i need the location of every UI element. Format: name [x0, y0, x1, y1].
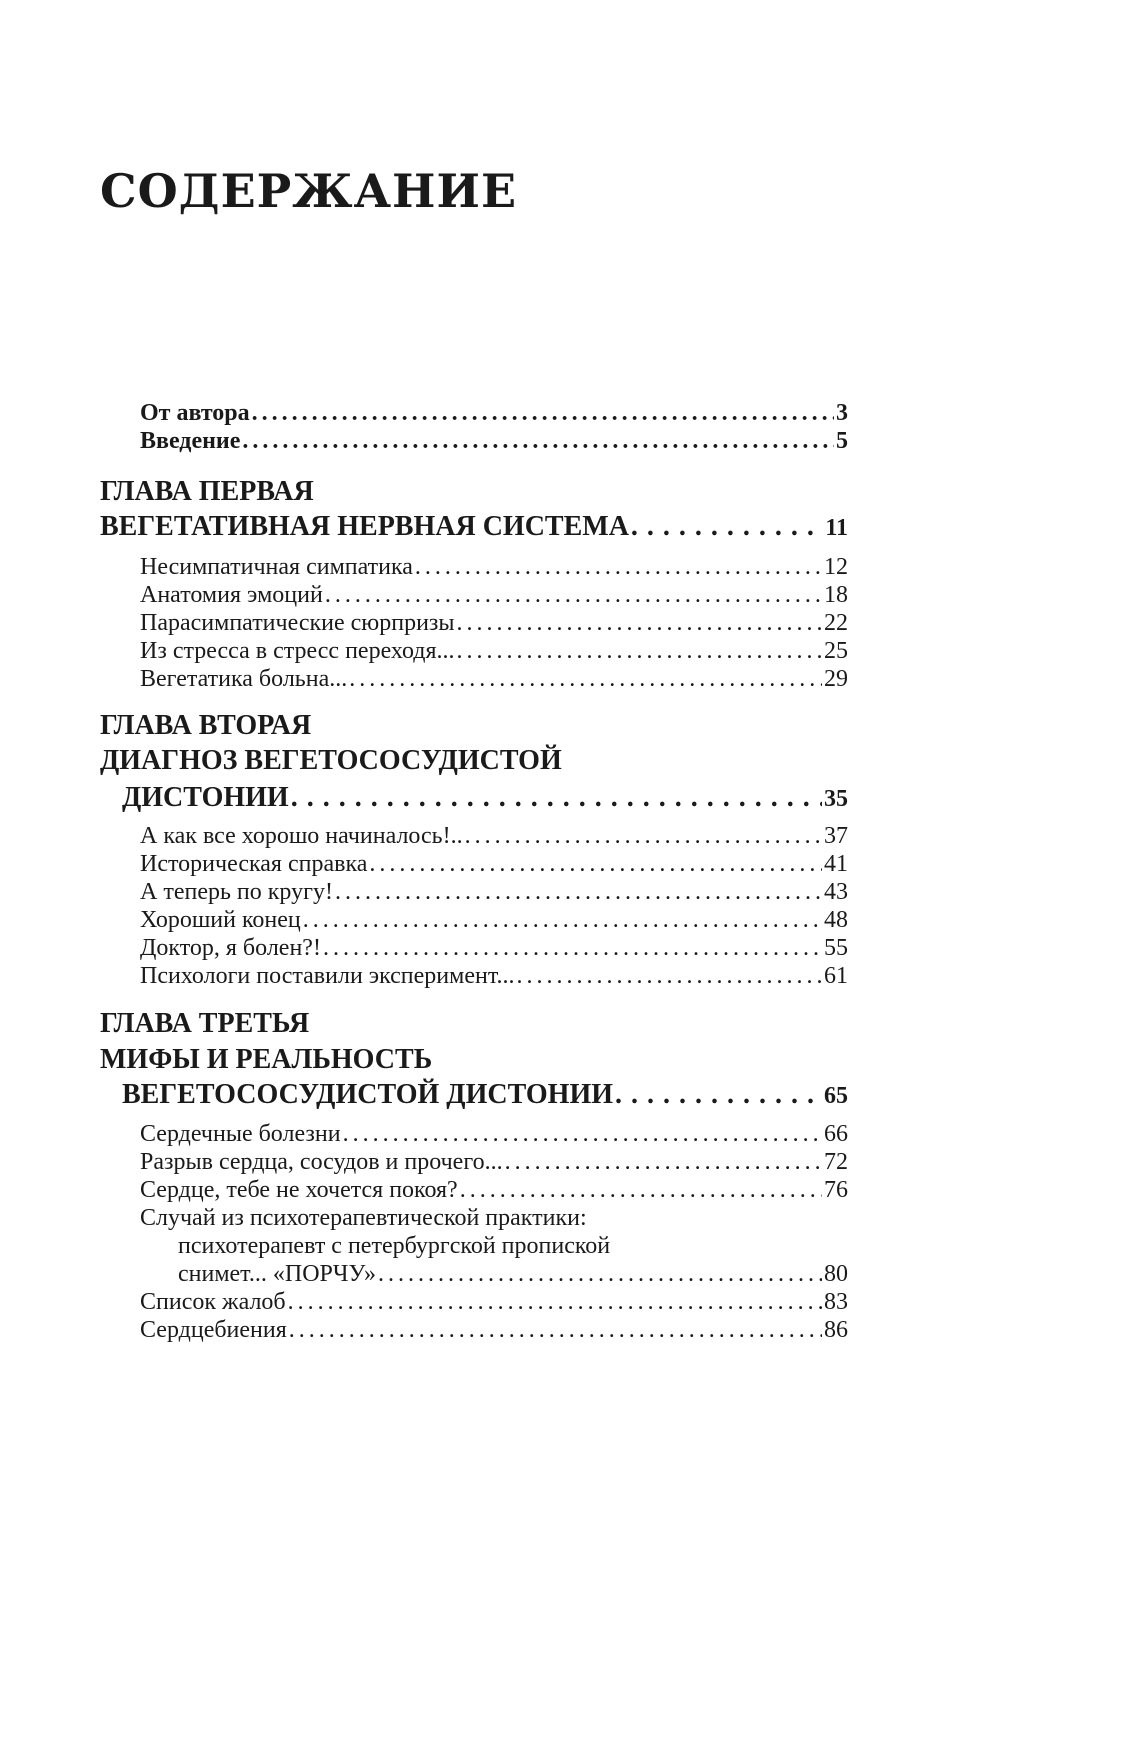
chapter-title: ВЕГЕТАТИВНАЯ НЕРВНАЯ СИСТЕМА [100, 511, 629, 542]
dot-leader [457, 638, 822, 665]
toc-entry-page: 18 [824, 582, 848, 608]
toc-entry-title: Анатомия эмоций [140, 582, 323, 608]
toc-entry-page: 66 [824, 1121, 848, 1147]
toc-entry[interactable] [140, 1121, 848, 1148]
chapter-page: 35 [824, 786, 848, 812]
chapter-1-title-row[interactable] [100, 511, 848, 543]
toc-entry-title-line: Случай из психотерапевтической практики: [140, 1205, 587, 1231]
toc-entry-introduction[interactable] [140, 428, 848, 455]
toc-entry-page: 29 [824, 666, 848, 692]
chapter-2-title-row[interactable] [122, 782, 848, 814]
page-title: СОДЕРЖАНИЕ [100, 164, 518, 218]
dot-leader [288, 1289, 822, 1316]
toc-entry-title: Сердцебиения [140, 1317, 287, 1343]
toc-entry-title: Из стресса в стресс переходя... [140, 638, 455, 664]
dot-leader [291, 782, 822, 814]
dot-leader [517, 963, 822, 990]
toc-entry-page: 61 [824, 963, 848, 989]
dot-leader [349, 666, 822, 693]
toc-entry-title: снимет... «ПОРЧУ» [178, 1261, 376, 1287]
toc-entry-page: 72 [824, 1149, 848, 1175]
toc-entry[interactable] [140, 963, 848, 990]
toc-entry[interactable] [140, 907, 848, 934]
dot-leader [343, 1121, 822, 1148]
toc-entry[interactable] [140, 1317, 848, 1344]
toc-entry-author[interactable] [140, 400, 848, 427]
chapter-3-title-line: МИФЫ И РЕАЛЬНОСТЬ [100, 1044, 433, 1075]
toc-entry-title: Сердечные болезни [140, 1121, 341, 1147]
dot-leader [323, 935, 822, 962]
chapter-3-title-row[interactable] [122, 1079, 848, 1111]
toc-entry-page: 12 [824, 554, 848, 580]
toc-entry-title: Сердце, тебе не хочется покоя? [140, 1177, 458, 1203]
toc-entry-title-line: психотерапевт с петербургской пропиской [178, 1233, 611, 1259]
toc-entry[interactable] [140, 851, 848, 878]
chapter-page: 65 [824, 1083, 848, 1109]
chapter-2-label: ГЛАВА ВТОРАЯ [100, 710, 312, 741]
toc-entry-title: Список жалоб [140, 1289, 286, 1315]
dot-leader [289, 1317, 822, 1344]
dot-leader [325, 582, 822, 609]
toc-entry-page: 25 [824, 638, 848, 664]
toc-entry-title: Вегетатика больна... [140, 666, 348, 692]
dot-leader [465, 823, 822, 850]
chapter-3-label: ГЛАВА ТРЕТЬЯ [100, 1008, 310, 1039]
toc-entry[interactable] [140, 582, 848, 609]
chapter-2-title-line: ДИАГНОЗ ВЕГЕТОСОСУДИСТОЙ [100, 745, 562, 776]
dot-leader [631, 511, 823, 543]
dot-leader [457, 610, 822, 637]
toc-entry-page: 55 [824, 935, 848, 961]
toc-entry-page: 43 [824, 879, 848, 905]
toc-entry[interactable] [140, 666, 848, 693]
chapter-title: ВЕГЕТОСОСУДИСТОЙ ДИСТОНИИ [122, 1079, 613, 1110]
toc-entry-page: 3 [836, 400, 848, 426]
dot-leader [615, 1079, 822, 1111]
toc-entry-title: Психологи поставили эксперимент... [140, 963, 515, 989]
toc-entry[interactable] [140, 1149, 848, 1176]
dot-leader [303, 907, 822, 934]
toc-entry-title: От автора [140, 400, 250, 426]
toc-entry[interactable] [140, 1289, 848, 1316]
toc-entry-title: Историческая справка [140, 851, 368, 877]
toc-entry[interactable] [140, 554, 848, 581]
toc-entry-title: А как все хорошо начиналось!.. [140, 823, 463, 849]
toc-entry-page: 37 [824, 823, 848, 849]
toc-entry-page: 22 [824, 610, 848, 636]
toc-entry[interactable] [140, 610, 848, 637]
toc-entry[interactable] [140, 823, 848, 850]
toc-entry-page: 83 [824, 1289, 848, 1315]
toc-entry[interactable] [140, 1177, 848, 1204]
toc-entry-title: Парасимпатические сюрпризы [140, 610, 455, 636]
toc-entry-title: Хороший конец [140, 907, 301, 933]
dot-leader [335, 879, 822, 906]
toc-entry[interactable] [140, 935, 848, 962]
chapter-title: ДИСТОНИИ [122, 782, 289, 813]
toc-entry-page: 48 [824, 907, 848, 933]
toc-entry-title: Введение [140, 428, 241, 454]
toc-entry[interactable] [178, 1261, 848, 1288]
dot-leader [369, 851, 822, 878]
toc-entry-title: Несимпатичная симпатика [140, 554, 413, 580]
toc-entry-page: 80 [824, 1261, 848, 1287]
dot-leader [505, 1149, 822, 1176]
chapter-page: 11 [825, 515, 848, 541]
chapter-1-label: ГЛАВА ПЕРВАЯ [100, 476, 314, 507]
toc-entry-page: 41 [824, 851, 848, 877]
dot-leader [415, 554, 822, 581]
toc-entry-title: Доктор, я болен?! [140, 935, 321, 961]
toc-entry-page: 76 [824, 1177, 848, 1203]
dot-leader [378, 1261, 822, 1288]
dot-leader [252, 400, 834, 427]
toc-entry-title: А теперь по кругу! [140, 879, 333, 905]
toc-entry[interactable] [140, 879, 848, 906]
dot-leader [460, 1177, 822, 1204]
toc-entry-page: 86 [824, 1317, 848, 1343]
toc-entry[interactable] [140, 638, 848, 665]
dot-leader [242, 428, 834, 455]
toc-entry-page: 5 [836, 428, 848, 454]
toc-entry-title: Разрыв сердца, сосудов и прочего... [140, 1149, 503, 1175]
